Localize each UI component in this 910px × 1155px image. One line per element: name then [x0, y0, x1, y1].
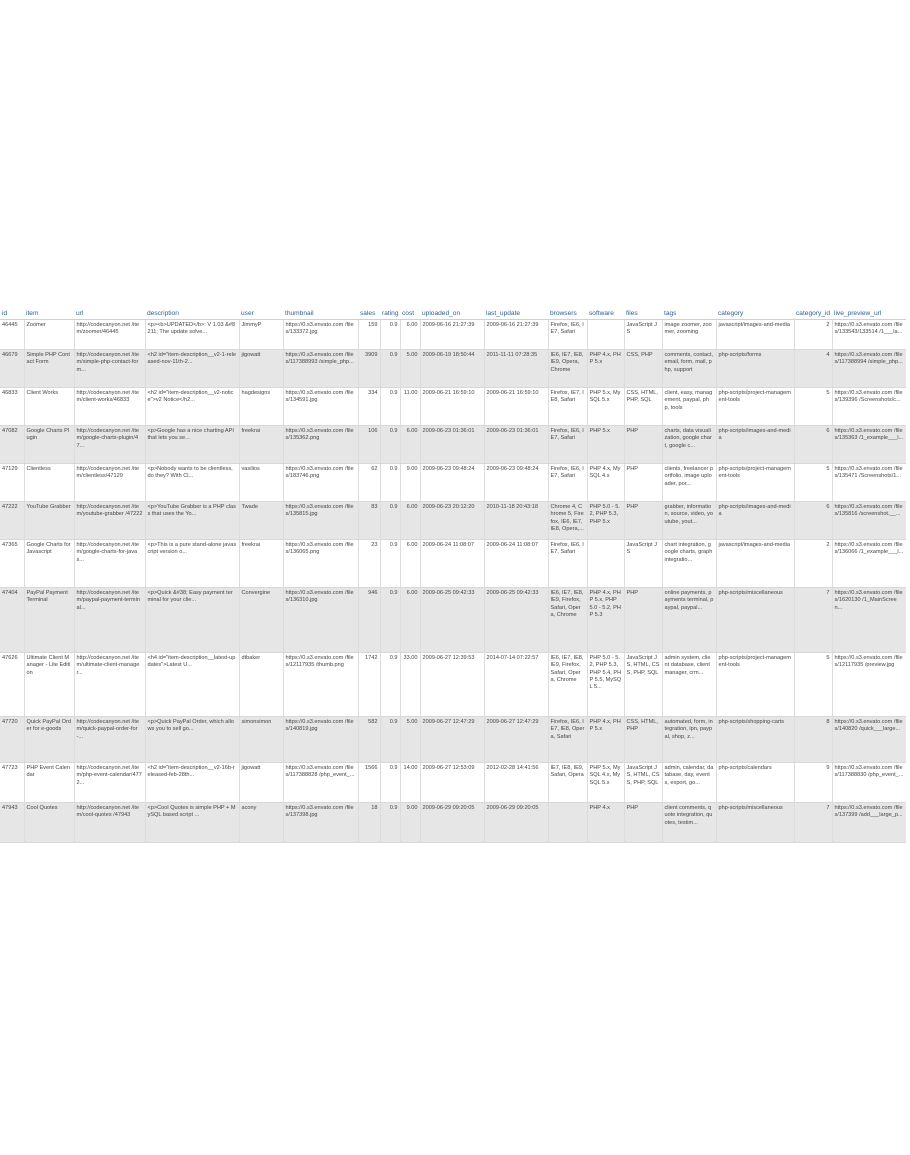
cell-live-preview-url: https://0.s3.envato.com /files/117388830 /php_event_...	[832, 763, 906, 803]
cell-description: <h2 id="item-description__v2-1-released-nov-11th-2...	[145, 350, 239, 388]
column-header[interactable]: rating	[380, 308, 400, 320]
cell-url: http://codecanyon.net /item/google-charts-for-javas...	[74, 540, 145, 588]
column-header[interactable]: software	[587, 308, 624, 320]
cell-software: PHP 5.x, MySQL 4.x, MySQL 5.x	[587, 763, 624, 803]
cell-category: php-scripts/miscellaneous	[716, 588, 794, 653]
cell-last-update: 2010-11-18 20:43:18	[484, 502, 548, 540]
cell-user: jigowatt	[239, 350, 283, 388]
cell-uploaded-on: 2009-06-23 09:48:24	[420, 464, 484, 502]
cell-live-preview-url: https://0.s3.envato.com /files/133543/133514 /1___la...	[832, 320, 906, 350]
cell-item: Google Charts Plugin	[24, 426, 74, 464]
cell-url: http://codecanyon.net /item/youtube-grabber /47222	[74, 502, 145, 540]
cell-sales: 334	[358, 388, 380, 426]
cell-live-preview-url: https://0.s3.envato.com /files/12117935 /preview.jpg	[832, 653, 906, 717]
column-header[interactable]: description	[145, 308, 239, 320]
cell-uploaded-on: 2009-06-23 01:36:01	[420, 426, 484, 464]
cell-sales: 62	[358, 464, 380, 502]
cell-id: 47129	[0, 464, 24, 502]
cell-sales: 106	[358, 426, 380, 464]
table-row[interactable]	[0, 803, 906, 843]
column-header[interactable]: thumbnail	[283, 308, 358, 320]
cell-tags: online payments, payments terminal, paypal, paypal...	[662, 588, 716, 653]
column-header[interactable]: uploaded_on	[420, 308, 484, 320]
cell-thumbnail: https://0.s3.envato.com /files/183746.png	[283, 464, 358, 502]
column-header[interactable]: last_update	[484, 308, 548, 320]
cell-rating: 0.9	[380, 653, 400, 717]
cell-sales: 159	[358, 320, 380, 350]
cell-last-update: 2009-06-23 01:36:01	[484, 426, 548, 464]
cell-rating: 0.9	[380, 588, 400, 653]
cell-browsers: Firefox, IE6, IE7, Safari	[548, 320, 587, 350]
cell-rating: 0.9	[380, 803, 400, 843]
cell-id: 47626	[0, 653, 24, 717]
cell-thumbnail: https://0.s3.envato.com /files/136310.jpg	[283, 588, 358, 653]
table-row[interactable]	[0, 763, 906, 803]
cell-browsers	[548, 803, 587, 843]
cell-sales: 83	[358, 502, 380, 540]
cell-uploaded-on: 2009-06-21 16:59:10	[420, 388, 484, 426]
cell-thumbnail: https://0.s3.envato.com /files/117388993 /simple_php...	[283, 350, 358, 388]
cell-category-id: 6	[794, 502, 832, 540]
column-header[interactable]: url	[74, 308, 145, 320]
cell-sales: 18	[358, 803, 380, 843]
cell-tags: image zoomer, zoomer, zooming	[662, 320, 716, 350]
cell-uploaded-on: 2009-06-24 11:08:07	[420, 540, 484, 588]
cell-tags: admin, calendar, database, day, events, export, go...	[662, 763, 716, 803]
cell-description: <p><b>UPDATED</b>: V 1.03 &#8211; The update solve...	[145, 320, 239, 350]
cell-uploaded-on: 2009-06-23 20:12:20	[420, 502, 484, 540]
cell-last-update: 2009-06-16 21:27:39	[484, 320, 548, 350]
cell-thumbnail: https://0.s3.envato.com /files/137398.jpg	[283, 803, 358, 843]
cell-url: http://codecanyon.net /item/google-charts-plugin/47...	[74, 426, 145, 464]
cell-category: javascript/images-and-media	[716, 320, 794, 350]
cell-item: Zoomer	[24, 320, 74, 350]
cell-url: http://codecanyon.net /item/ultimate-client-manager...	[74, 653, 145, 717]
cell-user: vasilios	[239, 464, 283, 502]
cell-cost: 6.00	[400, 588, 420, 653]
cell-tags: client comments, quote integration, quotes, testim...	[662, 803, 716, 843]
cell-sales: 946	[358, 588, 380, 653]
cell-browsers: IE6, IE7, IE8, IE9, Firefox, Safari, Opera, Chrome	[548, 653, 587, 717]
cell-user: Convergine	[239, 588, 283, 653]
cell-category: php-scripts/images-and-media	[716, 502, 794, 540]
column-header[interactable]: tags	[662, 308, 716, 320]
cell-tags: automated, form, integration, ipn, paypal, shop, z...	[662, 717, 716, 763]
cell-description: <h2 id="item-description__v2-16b-released-feb-28th...	[145, 763, 239, 803]
cell-uploaded-on: 2009-06-27 12:47:29	[420, 717, 484, 763]
cell-browsers: Chrome 4, Chrome 5, Firefox, IE6, IE7, IE8, Opera,...	[548, 502, 587, 540]
cell-sales: 1566	[358, 763, 380, 803]
cell-browsers: IE6, IE7, IE8, IE9, Firefox, Safari, Opera, Chrome	[548, 588, 587, 653]
cell-thumbnail: https://0.s3.envato.com /files/12117935 /thumb.png	[283, 653, 358, 717]
cell-description: <p>This is a pure stand-alone javascript version o...	[145, 540, 239, 588]
cell-cost: 6.00	[400, 320, 420, 350]
table-row[interactable]	[0, 388, 906, 426]
column-header[interactable]: item	[24, 308, 74, 320]
cell-rating: 0.9	[380, 502, 400, 540]
cell-rating: 0.9	[380, 540, 400, 588]
cell-last-update: 2012-02-28 14:41:56	[484, 763, 548, 803]
cell-id: 47404	[0, 588, 24, 653]
cell-url: http://codecanyon.net /item/php-event-calendar/4772...	[74, 763, 145, 803]
cell-rating: 0.9	[380, 350, 400, 388]
cell-item: PHP Event Calendar	[24, 763, 74, 803]
cell-tags: comments, contact, email, form, mail, php, support	[662, 350, 716, 388]
cell-user: simonsimon	[239, 717, 283, 763]
cell-rating: 0.9	[380, 388, 400, 426]
column-header[interactable]: files	[624, 308, 662, 320]
cell-description: <p>YouTube Grabber is a PHP class that uses the Yo...	[145, 502, 239, 540]
cell-cost: 5.00	[400, 350, 420, 388]
cell-url: http://codecanyon.net /item/paypal-payment-terminal...	[74, 588, 145, 653]
cell-software: PHP 5.0 - 5.2, PHP 5.3, PHP 5.4, PHP 5.5, MySQL 5...	[587, 653, 624, 717]
cell-last-update: 2009-06-29 09:20:05	[484, 803, 548, 843]
cell-id: 47720	[0, 717, 24, 763]
cell-uploaded-on: 2009-06-25 09:42:33	[420, 588, 484, 653]
cell-item: Quick PayPal Order for e-goods	[24, 717, 74, 763]
cell-thumbnail: https://0.s3.envato.com /files/133372.jpg	[283, 320, 358, 350]
cell-sales: 23	[358, 540, 380, 588]
cell-live-preview-url: https://0.s3.envato.com /files/117388994 /simple_php...	[832, 350, 906, 388]
cell-category: php-scripts/forms	[716, 350, 794, 388]
cell-rating: 0.9	[380, 763, 400, 803]
cell-category: php-scripts/shopping-carts	[716, 717, 794, 763]
cell-category-id: 6	[794, 426, 832, 464]
cell-category-id: 5	[794, 653, 832, 717]
cell-item: Cool Quotes	[24, 803, 74, 843]
cell-thumbnail: https://0.s3.envato.com /files/134591.jpg	[283, 388, 358, 426]
column-header[interactable]: category	[716, 308, 794, 320]
cell-cost: 6.00	[400, 426, 420, 464]
cell-tags: clients, freelancer portfolio, image uploader, por...	[662, 464, 716, 502]
cell-description: <p>Nobody wants to be clientless, do they? With Cl...	[145, 464, 239, 502]
cell-url: http://codecanyon.net /item/quick-paypal-order-for-...	[74, 717, 145, 763]
cell-thumbnail: https://0.s3.envato.com /files/135815.jpg	[283, 502, 358, 540]
cell-last-update: 2009-06-27 12:47:29	[484, 717, 548, 763]
cell-id: 47723	[0, 763, 24, 803]
table-row[interactable]	[0, 502, 906, 540]
cell-live-preview-url: https://0.s3.envato.com /files/140820 /quick___large...	[832, 717, 906, 763]
cell-user: hagdesigns	[239, 388, 283, 426]
table-row[interactable]	[0, 350, 906, 388]
cell-files: PHP	[624, 803, 662, 843]
cell-item: Google Charts for Javascript	[24, 540, 74, 588]
cell-tags: admin system, client database, client manager, crm...	[662, 653, 716, 717]
column-header[interactable]: browsers	[548, 308, 587, 320]
cell-last-update: 2009-06-24 11:08:07	[484, 540, 548, 588]
items-table	[0, 308, 906, 843]
cell-software: PHP 4.x, PHP 5.x, PHP 5.0 - 5.2, PHP 5.3	[587, 588, 624, 653]
cell-category-id: 9	[794, 763, 832, 803]
cell-cost: 6.00	[400, 540, 420, 588]
cell-cost: 33.00	[400, 653, 420, 717]
cell-uploaded-on: 2009-06-27 12:39:53	[420, 653, 484, 717]
cell-software: PHP 5.x, MySQL 5.x	[587, 388, 624, 426]
cell-rating: 0.9	[380, 464, 400, 502]
column-header[interactable]: live_preview_url	[832, 308, 906, 320]
cell-category-id: 7	[794, 803, 832, 843]
cell-live-preview-url: https://0.s3.envato.com /files/136066 /1_example___l...	[832, 540, 906, 588]
cell-item: PayPal Payment Terminal	[24, 588, 74, 653]
cell-cost: 6.00	[400, 502, 420, 540]
cell-software: PHP 4.x	[587, 803, 624, 843]
cell-cost: 9.00	[400, 464, 420, 502]
cell-sales: 1742	[358, 653, 380, 717]
cell-category-id: 2	[794, 320, 832, 350]
cell-user: dtbaker	[239, 653, 283, 717]
cell-software: PHP 4.x, MySQL 4.x	[587, 464, 624, 502]
cell-tags: charts, data visualization, google chart, google c...	[662, 426, 716, 464]
cell-live-preview-url: https://0.s3.envato.com /files/139396 /Screenshots/c...	[832, 388, 906, 426]
column-header[interactable]: user	[239, 308, 283, 320]
cell-category-id: 4	[794, 350, 832, 388]
cell-user: Twade	[239, 502, 283, 540]
cell-category-id: 5	[794, 388, 832, 426]
table-row[interactable]	[0, 717, 906, 763]
cell-user: JimmyP	[239, 320, 283, 350]
cell-description: <p>Google has a nice charting API that lets you se...	[145, 426, 239, 464]
cell-sales: 582	[358, 717, 380, 763]
cell-files: PHP	[624, 464, 662, 502]
cell-software	[587, 320, 624, 350]
cell-live-preview-url: https://0.s3.envato.com /files/137399 /add___large_p...	[832, 803, 906, 843]
cell-tags: chart integration, google charts, graph integratio...	[662, 540, 716, 588]
cell-software: PHP 5.0 - 5.2, PHP 5.3, PHP 5.x	[587, 502, 624, 540]
cell-last-update: 2011-11-11 07:28:35	[484, 350, 548, 388]
cell-software: PHP 4.x, PHP 5.x	[587, 717, 624, 763]
cell-files: PHP	[624, 588, 662, 653]
cell-description: <h2 id="item-description__v2-notice">v2 Notice</h2...	[145, 388, 239, 426]
cell-user: jigowatt	[239, 763, 283, 803]
header-row	[0, 308, 906, 320]
cell-id: 46679	[0, 350, 24, 388]
cell-files: PHP	[624, 502, 662, 540]
cell-last-update: 2009-06-23 09:48:24	[484, 464, 548, 502]
cell-live-preview-url: https://0.s3.envato.com /files/135816 /screenshot.__...	[832, 502, 906, 540]
cell-category: php-scripts/miscellaneous	[716, 803, 794, 843]
cell-id: 47082	[0, 426, 24, 464]
cell-thumbnail: https://0.s3.envato.com /files/140819.jpg	[283, 717, 358, 763]
cell-category: php-scripts/project-management-tools	[716, 653, 794, 717]
cell-user: freekrai	[239, 426, 283, 464]
cell-live-preview-url: https://0.s3.envato.com /files/1620130 /1_MainScreen...	[832, 588, 906, 653]
cell-sales: 3909	[358, 350, 380, 388]
cell-uploaded-on: 2009-06-29 09:20:05	[420, 803, 484, 843]
cell-category: javascript/images-and-media	[716, 540, 794, 588]
table-row[interactable]	[0, 540, 906, 588]
cell-url: http://codecanyon.net /item/zoomer/46445	[74, 320, 145, 350]
cell-user: acony	[239, 803, 283, 843]
table-row[interactable]	[0, 426, 906, 464]
cell-item: Client Works	[24, 388, 74, 426]
column-header[interactable]: id	[0, 308, 24, 320]
column-header[interactable]: cost	[400, 308, 420, 320]
cell-item: Simple PHP Contact Form	[24, 350, 74, 388]
cell-category-id: 7	[794, 588, 832, 653]
cell-description: <p>Cool Quotes is simple PHP + MySQL based script ...	[145, 803, 239, 843]
column-header[interactable]: sales	[358, 308, 380, 320]
table-row[interactable]	[0, 588, 906, 653]
cell-item: YouTube Grabber	[24, 502, 74, 540]
cell-url: http://codecanyon.net /item/clientless/47129	[74, 464, 145, 502]
cell-id: 47365	[0, 540, 24, 588]
cell-description: <h4 id="item-description__latest-updates">Latest U...	[145, 653, 239, 717]
cell-files: CSS, HTML, PHP	[624, 717, 662, 763]
cell-cost: 9.00	[400, 803, 420, 843]
cell-id: 47943	[0, 803, 24, 843]
cell-last-update: 2014-07-14 07:22:57	[484, 653, 548, 717]
cell-software: PHP 5.x	[587, 426, 624, 464]
cell-item: Clientless	[24, 464, 74, 502]
cell-cost: 11.00	[400, 388, 420, 426]
cell-live-preview-url: https://0.s3.envato.com /files/135471 /Screenshots/1...	[832, 464, 906, 502]
cell-uploaded-on: 2009-06-27 12:53:09	[420, 763, 484, 803]
cell-id: 47222	[0, 502, 24, 540]
cell-id: 46445	[0, 320, 24, 350]
table-row[interactable]	[0, 320, 906, 350]
cell-rating: 0.9	[380, 426, 400, 464]
cell-tags: grabber, information, source, video, youtube, yout...	[662, 502, 716, 540]
cell-category-id: 5	[794, 464, 832, 502]
cell-browsers: Firefox, IE6, IE7, Safari	[548, 540, 587, 588]
cell-thumbnail: https://0.s3.envato.com /files/117388828 /php_event_...	[283, 763, 358, 803]
cell-category: php-scripts/calendars	[716, 763, 794, 803]
cell-cost: 14.00	[400, 763, 420, 803]
cell-files: JavaScript JS	[624, 320, 662, 350]
cell-browsers: IE7, IE8, IE9, Safari, Opera	[548, 763, 587, 803]
cell-last-update: 2009-06-25 09:42:33	[484, 588, 548, 653]
cell-live-preview-url: https://0.s3.envato.com /files/135363 /1_example___l...	[832, 426, 906, 464]
cell-last-update: 2009-06-21 16:59:10	[484, 388, 548, 426]
cell-files: CSS, HTML, PHP, SQL	[624, 388, 662, 426]
cell-files: CSS, PHP	[624, 350, 662, 388]
cell-thumbnail: https://0.s3.envato.com /files/136065.png	[283, 540, 358, 588]
cell-description: <p>Quick PayPal Order, which allows you to sell go...	[145, 717, 239, 763]
cell-files: PHP	[624, 426, 662, 464]
cell-software	[587, 540, 624, 588]
cell-files: JavaScript JS	[624, 540, 662, 588]
cell-category: php-scripts/project-management-tools	[716, 388, 794, 426]
cell-category: php-scripts/images-and-media	[716, 426, 794, 464]
cell-id: 46833	[0, 388, 24, 426]
cell-uploaded-on: 2009-06-16 21:27:39	[420, 320, 484, 350]
cell-url: http://codecanyon.net /item/simple-php-contact-form...	[74, 350, 145, 388]
cell-files: JavaScript JS, HTML, CSS, PHP, SQL	[624, 653, 662, 717]
cell-browsers: Firefox, IE6, IE7, Safari	[548, 464, 587, 502]
cell-category-id: 8	[794, 717, 832, 763]
cell-cost: 5.00	[400, 717, 420, 763]
cell-rating: 0.9	[380, 717, 400, 763]
cell-url: http://codecanyon.net /item/client-works/46833	[74, 388, 145, 426]
cell-rating: 0.9	[380, 320, 400, 350]
cell-category: php-scripts/project-management-tools	[716, 464, 794, 502]
cell-description: <p>Quick &#38; Easy payment terminal for your clie...	[145, 588, 239, 653]
cell-user: freekrai	[239, 540, 283, 588]
cell-category-id: 2	[794, 540, 832, 588]
cell-url: http://codecanyon.net /item/cool-quotes /47943	[74, 803, 145, 843]
cell-browsers: Firefox, IE6, IE7, IE8, Opera, Safari	[548, 717, 587, 763]
data-table-container	[0, 308, 910, 843]
cell-browsers: Firefox, IE6, IE7, Safari	[548, 426, 587, 464]
cell-software: PHP 4.x, PHP 5.x	[587, 350, 624, 388]
table-body	[0, 320, 906, 843]
cell-item: Ultimate Client Manager - Lite Edition	[24, 653, 74, 717]
table-row[interactable]	[0, 464, 906, 502]
cell-tags: client, easy, management, paypal, php, tools	[662, 388, 716, 426]
cell-files: JavaScript JS, HTML, CSS, PHP, SQL	[624, 763, 662, 803]
cell-thumbnail: https://0.s3.envato.com /files/135362.png	[283, 426, 358, 464]
cell-browsers: IE6, IE7, IE8, IE9, Opera, Chrome	[548, 350, 587, 388]
cell-browsers: Firefox, IE7, IE8, Safari	[548, 388, 587, 426]
table-row[interactable]	[0, 653, 906, 717]
column-header[interactable]: category_id	[794, 308, 832, 320]
cell-uploaded-on: 2009-06-19 18:50:44	[420, 350, 484, 388]
